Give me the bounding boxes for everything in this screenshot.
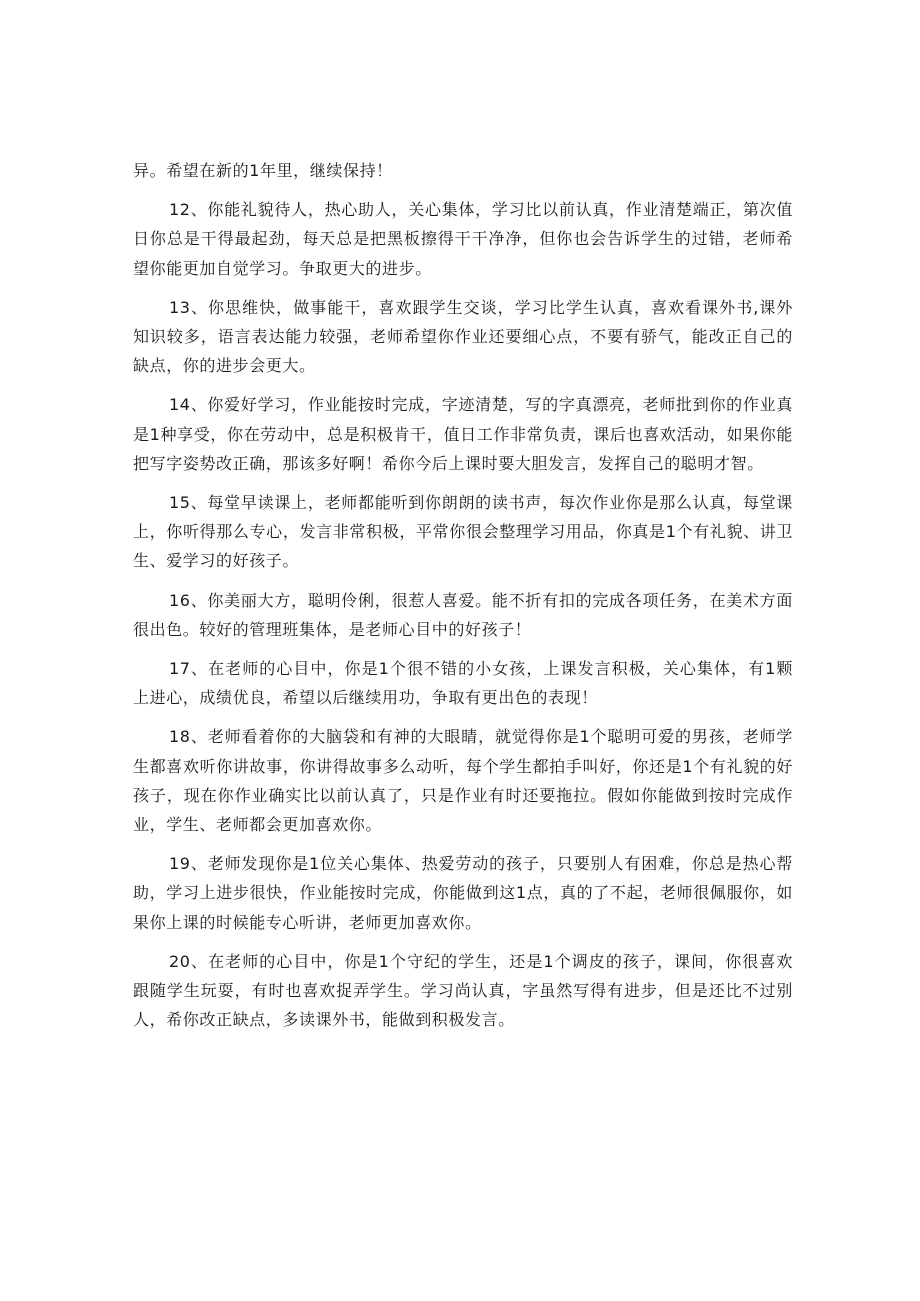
paragraph-comment-17: 17、在老师的心目中，你是1个很不错的小女孩，上课发言积极，关心集体，有1颗上进心，成绩优良，希望以后继续用功，争取有更出色的表现！	[133, 659, 793, 708]
document-page	[133, 156, 793, 1044]
paragraph-comment-15: 15、每堂早读课上，老师都能听到你朗朗的读书声，每次作业你是那么认真，每堂课上，你听得那么专心，发言非常积极，平常你很会整理学习用品，你真是1个有礼貌、讲卫生、爱学习的好孩子。	[133, 493, 793, 571]
paragraph-comment-12: 12、你能礼貌待人，热心助人，关心集体，学习比以前认真，作业清楚端正，第次值日你总是干得最起劲，每天总是把黑板擦得干干净净，但你也会告诉学生的过错，老师希望你能更加自觉学习。争取更大的进步。	[133, 200, 793, 278]
paragraph-comment-14: 14、你爱好学习，作业能按时完成，字迹清楚，写的字真漂亮，老师批到你的作业真是1种享受，你在劳动中，总是积极肯干，值日工作非常负责，课后也喜欢活动，如果你能把写字姿势改正确，那该多好啊！希你今后上课时要大胆发言，发挥自己的聪明才智。	[133, 395, 793, 473]
paragraph-comment-20: 20、在老师的心目中，你是1个守纪的学生，还是1个调皮的孩子，课间，你很喜欢跟随学生玩耍，有时也喜欢捉弄学生。学习尚认真，字虽然写得有进步，但是还比不过别人，希你改正缺点，多读课外书，能做到积极发言。	[133, 951, 793, 1030]
paragraph-comment-19: 19、老师发现你是1位关心集体、热爱劳动的孩子，只要别人有困难，你总是热心帮助，学习上进步很快，作业能按时完成，你能做到这1点，真的了不起，老师很佩服你，如果你上课的时候能专心听讲，老师更加喜欢你。	[133, 854, 793, 932]
paragraph-comment-16: 16、你美丽大方，聪明伶俐，很惹人喜爱。能不折有扣的完成各项任务，在美术方面很出色。较好的管理班集体，是老师心目中的好孩子！	[133, 590, 793, 639]
paragraph-comment-13: 13、你思维快，做事能干，喜欢跟学生交谈，学习比学生认真，喜欢看课外书,课外知识较多，语言表达能力较强，老师希望你作业还要细心点，不要有骄气，能改正自己的缺点，你的进步会更大。	[133, 297, 793, 376]
paragraph-comment-18: 18、老师看着你的大脑袋和有神的大眼睛，就觉得你是1个聪明可爱的男孩，老师学生都喜欢听你讲故事，你讲得故事多么动听，每个学生都拍手叫好，你还是1个有礼貌的好孩子，现在你作业确实比以前认真了，只是作业有时还要拖拉。假如你能做到按时完成作业，学生、老师都会更加喜欢你。	[133, 727, 793, 835]
paragraph-continuation: 异。希望在新的1年里，继续保持！	[133, 161, 393, 180]
